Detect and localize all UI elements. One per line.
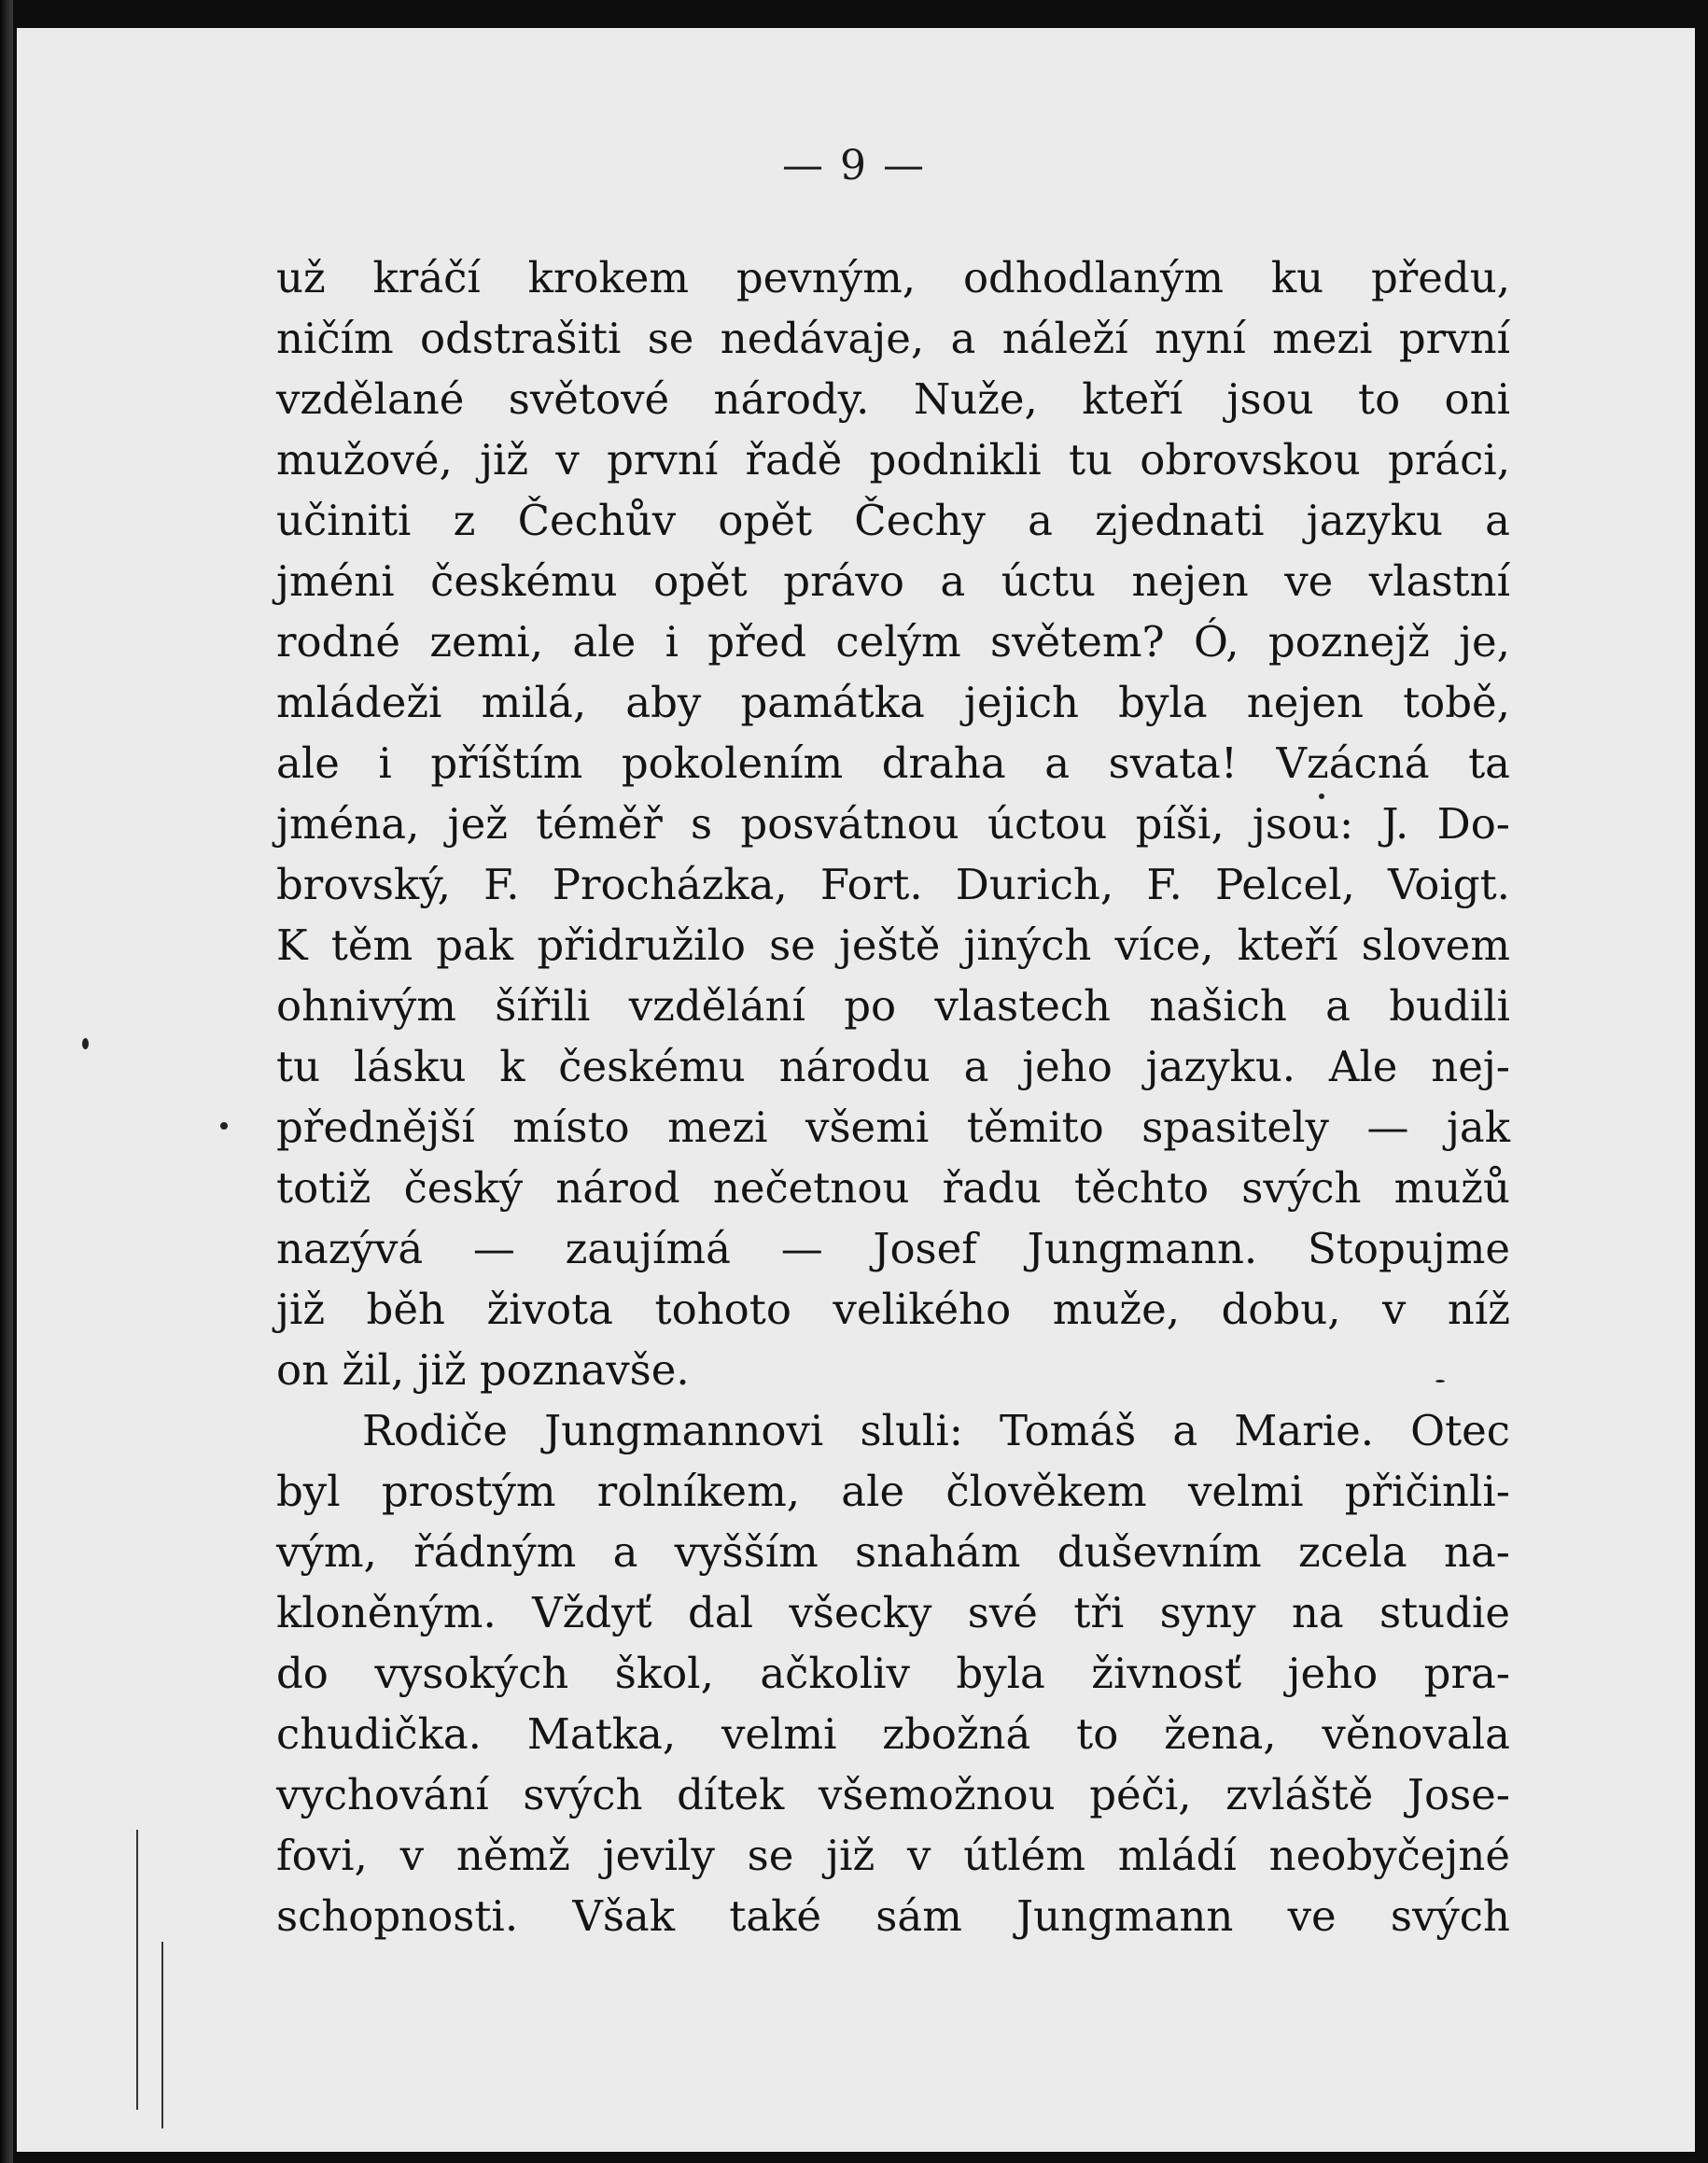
text-line: chudička. Matka, velmi zbožná to žena, věnovala [276, 1709, 1510, 1759]
text-line: vým, řádným a vyšším snahám duševním zcela na- [276, 1527, 1510, 1577]
text-line: jména, jež téměř s posvátnou úctou píši, jsou: J. Do- [276, 799, 1510, 849]
text-line: nazývá — zaujímá — Josef Jungmann. Stopujme [276, 1224, 1510, 1273]
text-line: vzdělané světové národy. Nuže, kteří jsou to oni [276, 374, 1510, 424]
text-line: mládeži milá, aby památka jejich byla nejen tobě, [276, 678, 1510, 727]
text-line: mužové, již v první řadě podnikli tu obrovskou práci, [276, 435, 1510, 485]
text-line: rodné zemi, ale i před celým světem? Ó, poznejž je, [276, 617, 1510, 667]
text-line: ničím odstrašiti se nedávaje, a náleží nyní mezi první [276, 314, 1510, 363]
paragraph-1 [276, 247, 1510, 1400]
text-line: jméni českému opět právo a úctu nejen ve vlastní [276, 556, 1510, 606]
text-line: on žil, již poznavše. [276, 1345, 690, 1395]
text-line: tu lásku k českému národu a jeho jazyku. Ale nej- [276, 1042, 1510, 1091]
text-line: schopnosti. Však také sám Jungmann ve svých [276, 1891, 1510, 1941]
text-line: do vysokých škol, ačkoliv byla živnosť jeho pra- [276, 1649, 1510, 1698]
text-line: K těm pak přidružilo se ještě jiných více, kteří slovem [276, 920, 1510, 970]
ink-speck [82, 1038, 89, 1049]
text-line: totiž český národ nečetnou řadu těchto svých mužů [276, 1163, 1510, 1213]
ink-speck [220, 1122, 228, 1130]
text-line: vychování svých dítek všemožnou péči, zvláště Jose- [276, 1770, 1510, 1819]
text-line: už kráčí krokem pevným, odhodlaným ku předu, [276, 253, 1510, 302]
text-line: byl prostým rolníkem, ale člověkem velmi přičinli- [276, 1467, 1510, 1516]
text-line: kloněným. Vždyť dal všecky své tři syny na studie [276, 1588, 1510, 1637]
text-line: brovský, F. Procházka, Fort. Durich, F. Pelcel, Voigt. [276, 860, 1510, 909]
body-text [276, 247, 1510, 1946]
paragraph-2 [276, 1400, 1510, 1946]
page-number: — 9 — [782, 142, 926, 190]
gutter-mark [136, 1830, 138, 2110]
text-line: již běh života tohoto velikého muže, dobu, v níž [276, 1285, 1510, 1334]
book-spine-shadow [0, 0, 13, 2163]
text-line: přednější místo mezi všemi těmito spasitely — jak [276, 1103, 1510, 1152]
text-line: ohnivým šířili vzdělání po vlastech našich a budili [276, 981, 1510, 1031]
text-line: fovi, v němž jevily se již v útlém mládí neobyčejné [276, 1831, 1510, 1880]
text-line: ale i příštím pokolením draha a svata! Vzácná ta [276, 738, 1510, 788]
text-line: Rodiče Jungmannovi sluli: Tomáš a Marie. Otec [362, 1406, 1510, 1455]
text-line: učiniti z Čechův opět Čechy a zjednati jazyku a [276, 496, 1510, 545]
gutter-mark [161, 1942, 163, 2128]
